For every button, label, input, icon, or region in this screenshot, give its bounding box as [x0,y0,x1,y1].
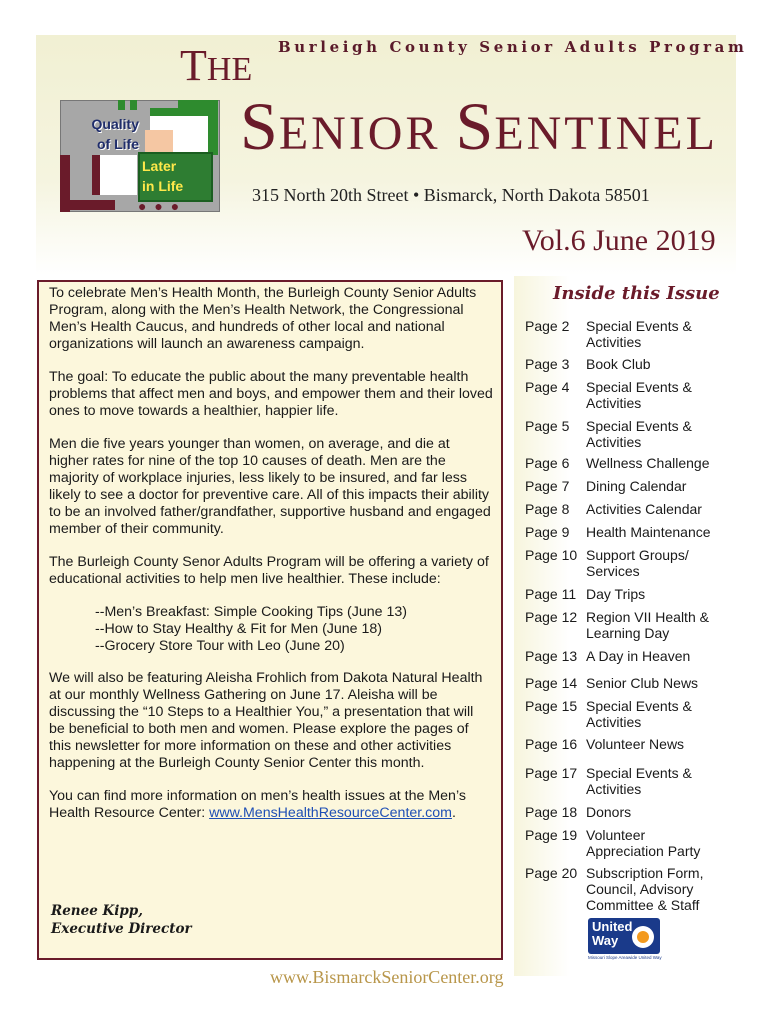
logo-quality-text [64,114,139,154]
toc-page-number: Page 14 [525,675,578,691]
toc-page-number: Page 18 [525,804,578,820]
title-word1-rest: ENIOR [278,107,456,160]
united-way-text [592,920,632,948]
activity-item: --How to Stay Healthy & Fit for Men (June 18) [95,621,383,637]
toc-page-number: Page 16 [525,736,578,752]
toc-description: Volunteer News [586,736,685,752]
title-the [180,41,253,90]
united-way-line1: United [592,919,633,934]
signature [51,902,192,938]
logo-peach-square [145,130,173,152]
toc-page-number: Page 17 [525,765,578,781]
toc-description: Support Groups/ Services [586,547,689,579]
signature-title: Executive Director [51,921,192,937]
toc-page-number: Page 20 [525,865,578,881]
toc-description: Special Events & Activities [586,318,692,350]
toc-description: A Day in Heaven [586,648,691,664]
article-paragraph: The Burleigh County Senor Adults Program will be offering a variety of educational activities to help men live healthier. These include: [49,554,489,587]
activity-item: --Grocery Store Tour with Leo (June 20) [95,638,345,654]
volume-date: Vol.6 June 2019 [522,224,716,257]
title-the-first: T [180,41,207,90]
toc-page-number: Page 15 [525,698,578,714]
closing-end: . [451,805,456,821]
toc-description: Subscription Form, Council, Advisory Committee & Staff [586,865,704,913]
title-s2: S [455,88,495,164]
article-paragraph: The goal: To educate the public about the many preventable health problems that affect men and boys, and empower them and their loved ones to move towards a healthier, happier life. [49,369,493,419]
toc-description: Special Events & Activities [586,698,692,730]
title-word2-rest: ENTINEL [494,107,718,160]
footer-website[interactable]: www.BismarckSeniorCenter.org [270,967,504,987]
title-the-rest: HE [206,51,253,88]
toc-page-number: Page 9 [525,524,570,540]
toc-description: Dining Calendar [586,478,687,494]
signature-name: Renee Kipp, [51,903,143,919]
toc-description: Day Trips [586,586,646,602]
toc-page-number: Page 12 [525,609,578,625]
logo-later-line2: in Life [142,178,184,194]
logo-top-marks [118,100,144,110]
closing-text: You can find more information on men’s health issues at the Men’s Health Resource Center: [49,788,466,821]
toc-page-number: Page 8 [525,501,570,517]
toc-description: Wellness Challenge [586,455,710,471]
toc-description: Special Events & Activities [586,765,692,797]
toc-description: Region VII Health & Learning Day [586,609,709,641]
main-article [37,280,503,960]
logo-quality-line2: of Life [97,136,139,152]
program-logo [60,100,225,212]
newsletter-title [240,88,718,164]
toc-page-number: Page 13 [525,648,578,664]
toc-page-number: Page 7 [525,478,570,494]
toc-description: Donors [586,804,632,820]
toc-page-number: Page 5 [525,418,570,434]
inside-issue-title: Inside this Issue [553,283,720,304]
united-way-tagline: Missouri Slope Areawide United Way [588,955,662,960]
title-s1: S [240,88,279,164]
toc-description: Special Events & Activities [586,418,692,450]
article-paragraph: We will also be featuring Aleisha Frohlich from Dakota Natural Health at our monthly Wellness Gathering on June 17. Aleisha will be discussing the “10 Steps to a Healthier You,” a presentation that will be beneficial to both men and women. Please explore the pages of this newsletter for more information on these and other activities happening at the Burleigh County Senior Center this month. [49,670,483,771]
toc-page-number: Page 11 [525,586,577,602]
toc-page-number: Page 4 [525,379,570,395]
toc-page-number: Page 19 [525,827,578,843]
united-way-logo [588,918,660,960]
logo-later-line1: Later [142,158,177,174]
address: 315 North 20th Street • Bismarck, North Dakota 58501 [252,185,650,205]
toc-description: Volunteer Appreciation Party [586,827,701,859]
toc-description: Special Events & Activities [586,379,692,411]
united-way-sun-icon [632,926,654,948]
mens-health-link[interactable]: www.MensHealthResourceCenter.com [209,805,452,821]
program-name: Burleigh County Senior Adults Program [278,38,748,56]
toc-description: Senior Club News [586,675,699,691]
article-paragraph: Men die five years younger than women, on average, and die at higher rates for nine of the top 10 causes of death. Men are the majority of workplace injuries, less likely to be insured, and far less likely to see a doctor for preventive care. All of this impacts their ability to be an involved father/grandfather, supportive husband and engaged member of their community. [49,436,491,537]
logo-white-block [92,155,137,195]
logo-later-text [142,156,183,196]
united-way-line2: Way [592,933,619,948]
logo-quality-line1: Quality [91,116,139,132]
toc-page-number: Page 3 [525,356,570,372]
article-closing [49,788,493,822]
toc-page-number: Page 2 [525,318,570,334]
toc-page-number: Page 10 [525,547,578,563]
article-paragraph: To celebrate Men’s Health Month, the Burleigh County Senior Adults Program, along with the Men’s Health Network, the Congressional Men’s Health Caucus, and hundreds of other local and national organizations will launch an awareness campaign. [49,285,477,352]
activity-list [49,604,493,655]
toc-description: Book Club [586,356,651,372]
activity-item: --Men’s Breakfast: Simple Cooking Tips (June 13) [95,604,407,620]
toc-description: Health Maintenance [586,524,711,540]
toc-page-number: Page 6 [525,455,570,471]
toc-description: Activities Calendar [586,501,702,517]
logo-dots: ● ● ● [138,198,182,214]
